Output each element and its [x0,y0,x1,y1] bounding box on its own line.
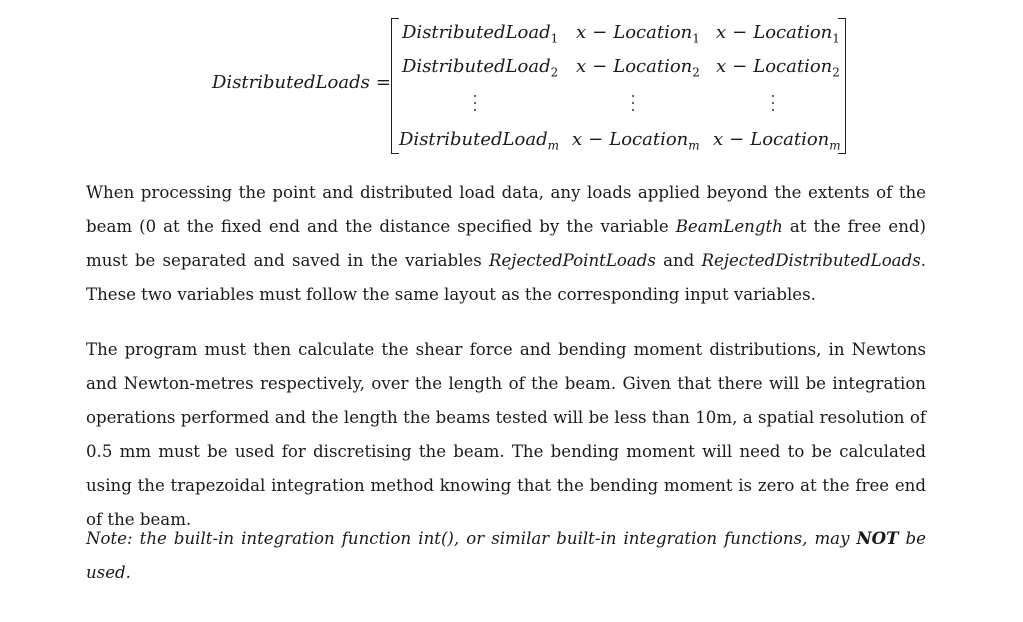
cell-text: DistributedLoad [399,129,548,150]
note-text: be used. [86,529,926,582]
cell-var: x [572,129,583,150]
matrix-lhs-name: DistributedLoads [212,72,370,93]
cell-text: Location [613,56,693,77]
vertical-ellipsis [770,93,776,115]
minus-sign: − [732,22,748,43]
note-emphasis: NOT [856,528,899,548]
matrix-cell-rm-c2 [572,129,700,153]
paragraph-text: and [655,251,702,270]
matrix-cell-rm-c3 [713,129,841,153]
cell-subscript: 1 [550,31,559,46]
cell-subscript: 2 [692,65,700,80]
matrix-left-bracket [391,18,399,154]
matrix-cell-r1-c1 [402,22,558,46]
cell-var: x [716,56,727,77]
matrix-cell-r2-c3 [716,56,840,80]
minus-sign: − [592,22,608,43]
minus-sign: − [592,56,608,77]
cell-text: DistributedLoad [402,56,551,77]
variable-name: BeamLength [675,217,783,236]
vertical-ellipsis [472,93,478,115]
paragraph-rejected-loads [86,176,926,312]
vertical-ellipsis [630,93,636,115]
paragraph-text: . These two variables must follow the same layout as the corresponding input variables. [86,251,926,304]
matrix-cell-r2-c1 [402,56,558,80]
cell-subscript: 2 [832,65,840,80]
matrix-cell-r1-c3 [716,22,840,46]
cell-var: x [576,56,587,77]
cell-text: Location [753,56,833,77]
cell-var: x [716,22,727,43]
cell-text: Location [750,129,830,150]
minus-sign: − [588,129,604,150]
note-text: Note: the built-in integration function int(), or similar built-in integration functions, may [86,529,857,548]
variable-name: RejectedDistributedLoads [701,251,921,270]
paragraph-text: When processing the point and distributed load data, any loads applied beyond the extents of the beam (0 at the fixed end and the distance specified by the variable [86,183,926,236]
minus-sign: − [729,129,745,150]
cell-var: x [713,129,724,150]
equals-sign: = [375,72,391,93]
paragraph-shear-moment: The program must then calculate the shear force and bending moment distributions, in Newtons and Newton-metres respectively, over the length of the beam. Given that there will be integration operations performed and the length the beams tested will be less than 10m, a spatial resolution of 0.5 mm must be used for discretising the beam. The bending moment will need to be calculated using the trapezoidal integration method knowing that the bending moment is zero at the free end of the beam. [86,340,926,529]
minus-sign: − [732,56,748,77]
note-paragraph [86,521,926,590]
cell-text: Location [613,22,693,43]
matrix-cell-r2-c2 [576,56,700,80]
cell-subscript: m [688,138,700,153]
cell-subscript: 1 [692,31,700,46]
variable-name: RejectedPointLoads [488,251,656,270]
cell-subscript: m [547,138,559,153]
cell-var: x [576,22,587,43]
cell-text: Location [753,22,833,43]
matrix-lhs [212,72,391,93]
matrix-cell-r1-c2 [576,22,700,46]
cell-text: DistributedLoad [402,22,551,43]
cell-subscript: 2 [550,65,559,80]
cell-subscript: m [829,138,841,153]
cell-subscript: 1 [832,31,840,46]
matrix-cell-rm-c1 [399,129,559,153]
cell-text: Location [609,129,689,150]
paragraph-text: at the free end) must be separated and saved in the variables [86,217,927,270]
